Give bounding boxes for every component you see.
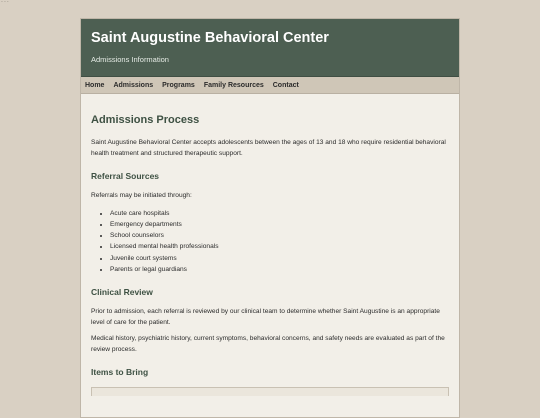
page-container [80,18,460,418]
main-nav [81,77,459,94]
main-content [81,94,459,414]
nav-programs[interactable]: Programs [162,81,195,89]
corner-mark: ... [1,0,10,4]
list-item: • Parents or legal guardians [110,264,449,275]
list-item: • Emergency departments [110,219,449,230]
clinical-review-heading: Clinical Review [91,287,153,298]
list-item: • School counselors [110,230,449,241]
site-title: Saint Augustine Behavioral Center [91,30,329,46]
nav-family-resources[interactable]: Family Resources [203,81,264,89]
list-item: • Juvenile court systems [110,253,449,264]
site-subtitle: Admissions Information [91,55,169,64]
site-header [81,19,459,77]
nav-admissions[interactable]: Admissions [113,81,154,89]
items-to-bring-heading: Items to Bring [91,367,149,378]
page-heading: Admissions Process [91,114,200,126]
referral-heading: Referral Sources [91,171,160,181]
clinical-paragraph-1: Prior to admission, each referral is reviewed by our clinical team to determine whether Saint Augustine is an appropriate level of care for the patient. [91,308,440,326]
referral-lead: Referrals may be initiated through: [91,192,192,199]
referral-list [91,208,449,276]
clinical-paragraph-2: Medical history, psychiatric history, current symptoms, behavioral concerns, and safety needs are evaluated as part of the review process. [91,335,445,353]
nav-contact[interactable]: Contact [272,81,299,89]
list-item: • Acute care hospitals [110,208,449,219]
nav-home[interactable]: Home [85,81,105,89]
items-box [91,387,449,396]
intro-paragraph: Saint Augustine Behavioral Center accepts adolescents between the ages of 13 and 18 who require residential behavioral health treatment and structured therapeutic support. [91,139,446,157]
list-item: • Licensed mental health professionals [110,241,449,252]
